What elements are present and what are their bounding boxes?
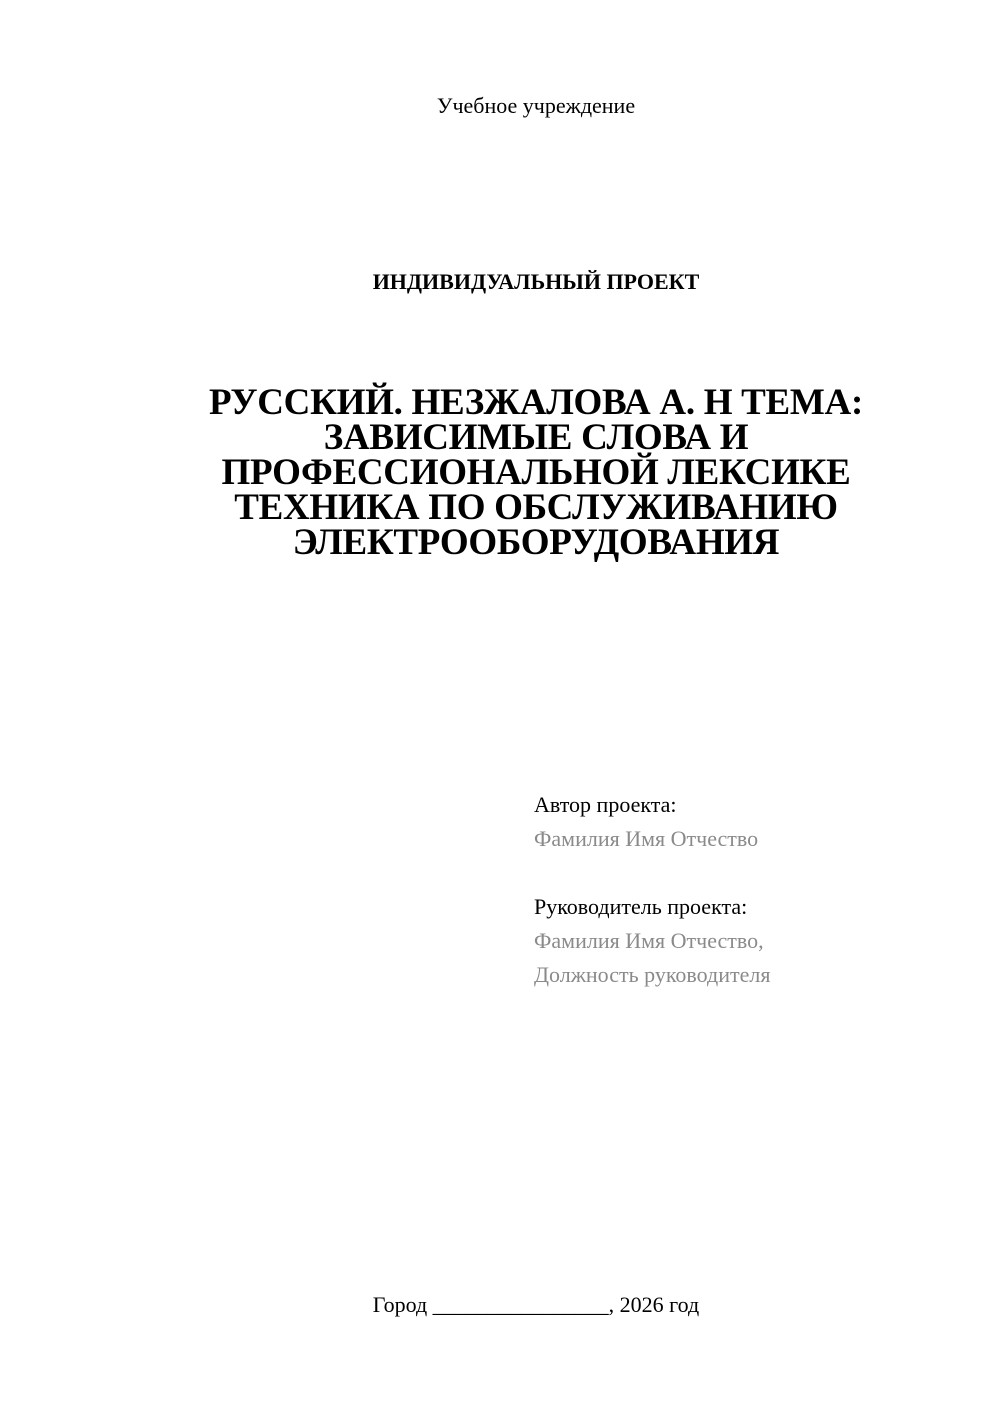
author-label: Автор проекта: <box>534 792 677 817</box>
title-line: ПРОФЕССИОНАЛЬНОЙ ЛЕКСИКЕ <box>221 452 851 493</box>
supervisor-name: Фамилия Имя Отчество, <box>534 928 764 953</box>
institution-name: Учебное учреждение <box>436 93 636 118</box>
spacer <box>534 856 974 890</box>
author-name: Фамилия Имя Отчество <box>534 826 759 851</box>
supervisor-position: Должность руководителя <box>534 962 771 987</box>
title-line: ЗАВИСИМЫЕ СЛОВА И <box>323 417 749 458</box>
supervisor-label: Руководитель проекта: <box>534 894 748 919</box>
title-line: ЭЛЕКТРООБОРУДОВАНИЯ <box>292 522 780 563</box>
title-line: РУССКИЙ. НЕЗЖАЛОВА А. Н ТЕМА: <box>209 382 863 423</box>
project-title <box>180 382 892 563</box>
project-info-block <box>534 788 974 992</box>
document-type: ИНДИВИДУАЛЬНЫЙ ПРОЕКТ <box>372 269 700 294</box>
title-line: ТЕХНИКА ПО ОБСЛУЖИВАНИЮ <box>234 487 838 528</box>
city-year-line: Город ________________, 2026 год <box>372 1292 700 1317</box>
